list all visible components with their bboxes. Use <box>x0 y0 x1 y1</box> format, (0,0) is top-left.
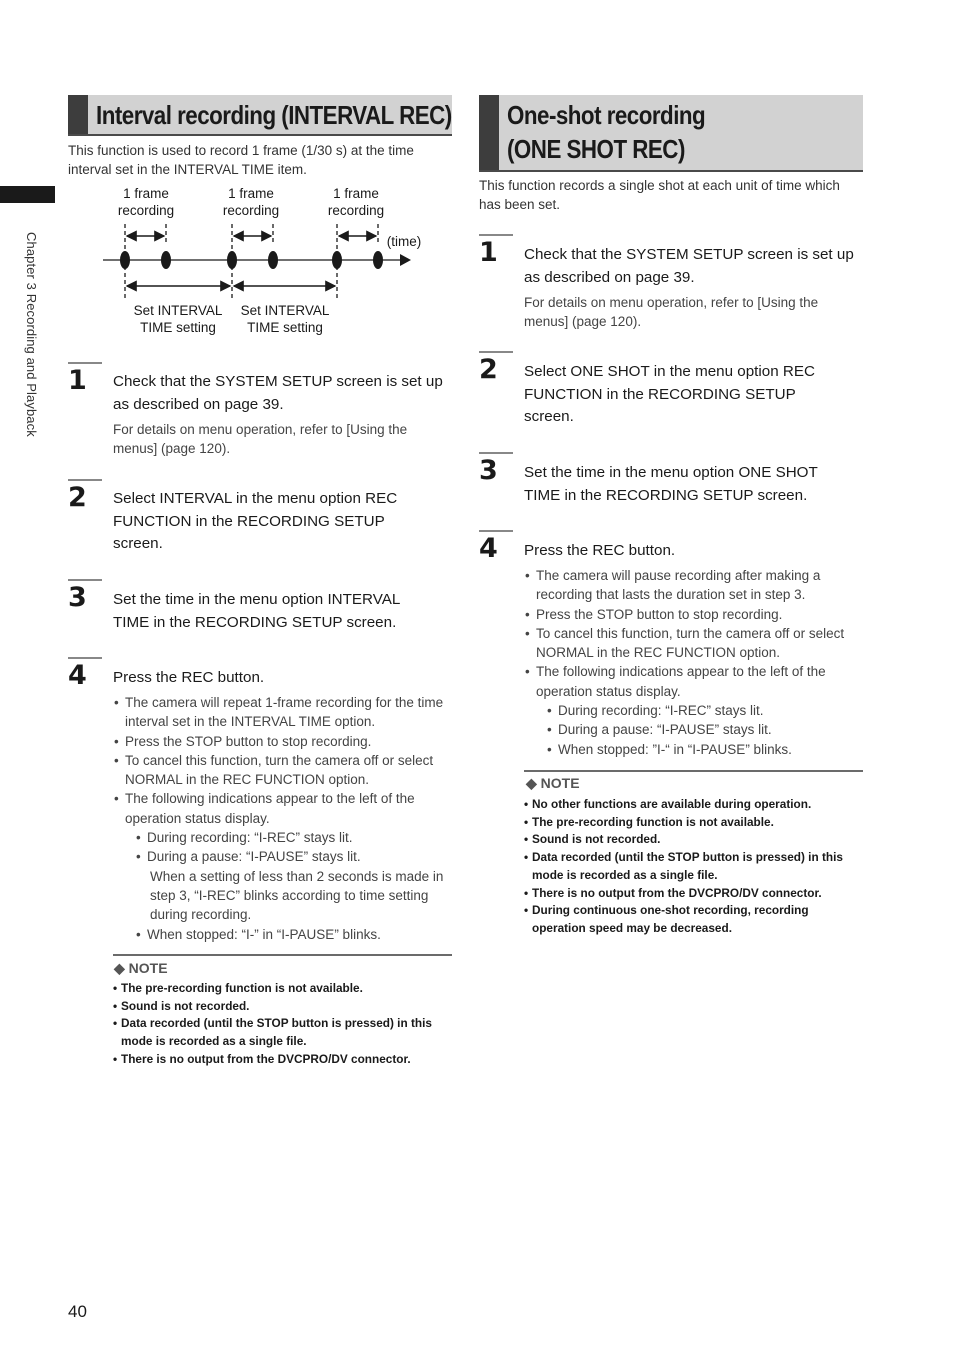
section-heading-interval-rec <box>68 95 452 136</box>
note-item-text: There is no output from the DVCPRO/DV connector. <box>121 1051 411 1066</box>
step-text: Press the REC button. <box>113 669 265 686</box>
step-number: 4 <box>68 660 87 691</box>
step-text: Select ONE SHOT in the menu option REC FUNCTION in the RECORDING SETUP screen. <box>524 363 815 425</box>
list-item-text: The camera will pause recording after making a recording that lasts the duration set in step 3. <box>536 568 821 603</box>
heading-line-2: (ONE SHOT REC) <box>507 134 685 164</box>
note-item-text: The pre-recording function is not available. <box>121 981 363 995</box>
frame-label-text: 1 frame recording <box>117 186 175 218</box>
step-text: Set the time in the menu option ONE SHOT TIME in the RECORDING SETUP screen. <box>524 464 818 504</box>
chapter-tab-marker <box>0 186 55 203</box>
list-item-text: To cancel this function, turn the camera off or select NORMAL in the REC FUNCTION option. <box>125 752 434 788</box>
note-heading <box>114 959 168 977</box>
note-divider <box>524 770 863 772</box>
sub-bullet-list <box>525 701 863 759</box>
step-number: 3 <box>68 582 87 613</box>
note-item: • Data recorded (until the STOP button is pressed) in this mode is recorded as a single file. <box>113 1016 432 1049</box>
note-heading <box>526 774 580 792</box>
interval-label-text: Set INTERVAL TIME setting <box>240 303 330 335</box>
note-item-text: During continuous one-shot recording, recording operation speed may be decreased. <box>532 903 809 935</box>
note-item: • Sound is not recorded. <box>113 998 250 1013</box>
list-item: • To cancel this function, turn the camera off or select NORMAL in the REC FUNCTION option. <box>114 752 434 788</box>
note-item: • There is no output from the DVCPRO/DV connector. <box>113 1051 411 1066</box>
interval-timing-diagram <box>68 180 452 340</box>
list-item-text: To cancel this function, turn the camera off or select NORMAL in the REC FUNCTION option. <box>536 625 845 661</box>
heading-accent-bar <box>68 95 88 134</box>
step-divider <box>479 351 513 353</box>
step-divider <box>68 657 102 659</box>
frame-label-text: 1 frame recording <box>222 186 280 218</box>
list-item-text: The camera will repeat 1-frame recording for the time interval set in the INTERVAL TIME option. <box>125 695 444 730</box>
intro-text: This function is used to record 1 frame (1/30 s) at the time interval set in the INTERVAL TIME item. <box>68 143 414 177</box>
step-number: 4 <box>479 533 498 564</box>
heading-accent-bar <box>479 95 499 170</box>
list-item: • Press the STOP button to stop recording. <box>114 733 372 749</box>
note-item: • During continuous one-shot recording, recording operation speed may be decreased. <box>524 903 809 935</box>
list-item-text: Press the STOP button to stop recording. <box>536 606 783 622</box>
list-item: • The following indications appear to the left of the operation status display. <box>114 791 415 826</box>
note-item-text: Data recorded (until the STOP button is pressed) in this mode is recorded as a single file. <box>532 850 843 882</box>
list-item-text: During a pause: “I-PAUSE” stays lit. <box>558 722 772 738</box>
list-item: • During recording: “I-REC” stays lit. <box>547 703 764 719</box>
note-title: NOTE <box>540 775 580 791</box>
bullet-list <box>114 693 454 944</box>
step-text: Select INTERVAL in the menu option REC FUNCTION in the RECORDING SETUP screen. <box>113 490 398 552</box>
note-item-text: Sound is not recorded. <box>532 832 661 847</box>
list-item: • The camera will pause recording after making a recording that lasts the duration set in step 3. <box>525 568 821 603</box>
note-item-text: There is no output from the DVCPRO/DV connector. <box>532 885 822 900</box>
heading-title: Interval recording (INTERVAL REC) <box>96 100 452 130</box>
note-list <box>113 980 453 1069</box>
list-item: • To cancel this function, turn the camera off or select NORMAL in the REC FUNCTION option. <box>525 625 845 661</box>
note-item-text: Sound is not recorded. <box>121 998 250 1013</box>
list-item: • When stopped: “I-” in “I-PAUSE” blinks. <box>136 926 381 942</box>
list-item-text: During recording: “I-REC” stays lit. <box>147 830 353 846</box>
diamond-icon: ◆ <box>114 960 125 976</box>
step-number: 2 <box>68 482 87 513</box>
list-item-text: During recording: “I-REC” stays lit. <box>558 703 764 719</box>
step-number: 1 <box>479 237 498 268</box>
time-label: (time) <box>386 234 422 249</box>
note-divider <box>113 954 452 956</box>
interval-label-text: Set INTERVAL TIME setting <box>133 303 223 335</box>
step-text: Check that the SYSTEM SETUP screen is set up as described on page 39. <box>524 246 854 286</box>
note-item: • Sound is not recorded. <box>524 832 661 847</box>
list-item-text: Press the STOP button to stop recording. <box>125 733 372 749</box>
pause-extra-text: When a setting of less than 2 seconds is made in step 3, “I-REC” blinks according to time setting during recording. <box>150 868 444 923</box>
list-item-text: The following indications appear to the left of the operation status display. <box>125 791 415 826</box>
heading-line-1: One-shot recording <box>507 100 706 130</box>
sub-bullet-list <box>114 828 454 944</box>
list-item-text: When stopped: ”I-“ in “I-PAUSE” blinks. <box>558 741 792 757</box>
step-number: 2 <box>479 354 498 385</box>
note-item: • There is no output from the DVCPRO/DV connector. <box>524 885 822 900</box>
page-number: 40 <box>68 1302 87 1321</box>
list-item: • During a pause: “I-PAUSE” stays lit. <box>136 849 361 865</box>
intro-text: This function records a single shot at each unit of time which has been set. <box>479 178 840 212</box>
section-heading-one-shot-rec <box>479 95 863 172</box>
note-item-text: No other functions are available during operation. <box>532 797 812 811</box>
step-divider <box>479 452 513 454</box>
step-divider <box>68 479 102 481</box>
list-item-text: When stopped: “I-” in “I-PAUSE” blinks. <box>147 926 381 942</box>
list-item-text: The following indications appear to the left of the operation status display. <box>536 664 826 699</box>
note-item: • The pre-recording function is not available. <box>524 814 774 829</box>
step-divider <box>479 530 513 532</box>
diamond-icon: ◆ <box>526 775 537 791</box>
list-item: • When stopped: ”I-“ in “I-PAUSE” blinks. <box>547 741 792 757</box>
step-text: Set the time in the menu option INTERVAL TIME in the RECORDING SETUP screen. <box>113 591 400 631</box>
note-list <box>524 796 864 938</box>
heading-title <box>507 98 705 166</box>
list-item: • During recording: “I-REC” stays lit. <box>136 830 353 846</box>
note-item: • No other functions are available during operation. <box>524 797 812 811</box>
step-subtext: For details on menu operation, refer to [Using the menus] (page 120). <box>524 295 819 329</box>
list-item: • The following indications appear to the left of the operation status display. <box>525 664 826 699</box>
step-subtext: For details on menu operation, refer to [Using the menus] (page 120). <box>113 422 408 456</box>
list-item: • The camera will repeat 1-frame recording for the time interval set in the INTERVAL TIME option. <box>114 695 444 730</box>
note-item-text: The pre-recording function is not available. <box>532 814 774 829</box>
note-item: • Data recorded (until the STOP button is pressed) in this mode is recorded as a single file. <box>524 850 843 882</box>
step-divider <box>68 579 102 581</box>
step-divider <box>479 234 513 236</box>
bullet-list <box>525 566 863 759</box>
step-number: 3 <box>479 455 498 486</box>
step-text: Check that the SYSTEM SETUP screen is set up as described on page 39. <box>113 373 443 413</box>
list-item: • Press the STOP button to stop recording. <box>525 606 783 622</box>
list-item: • During a pause: “I-PAUSE” stays lit. <box>547 722 772 738</box>
note-item: • The pre-recording function is not available. <box>113 981 363 995</box>
note-item-text: Data recorded (until the STOP button is pressed) in this mode is recorded as a single file. <box>121 1016 432 1049</box>
time-axis-arrowhead <box>400 254 411 266</box>
timing-diagram-graphic <box>68 180 452 340</box>
frame-label-text: 1 frame recording <box>327 186 385 218</box>
list-item-text: During a pause: “I-PAUSE” stays lit. <box>147 849 361 865</box>
step-text: Press the REC button. <box>524 542 676 559</box>
step-divider <box>68 362 102 364</box>
note-title: NOTE <box>128 960 168 976</box>
step-number: 1 <box>68 365 87 396</box>
chapter-label: Chapter 3 Recording and Playback <box>24 232 39 437</box>
